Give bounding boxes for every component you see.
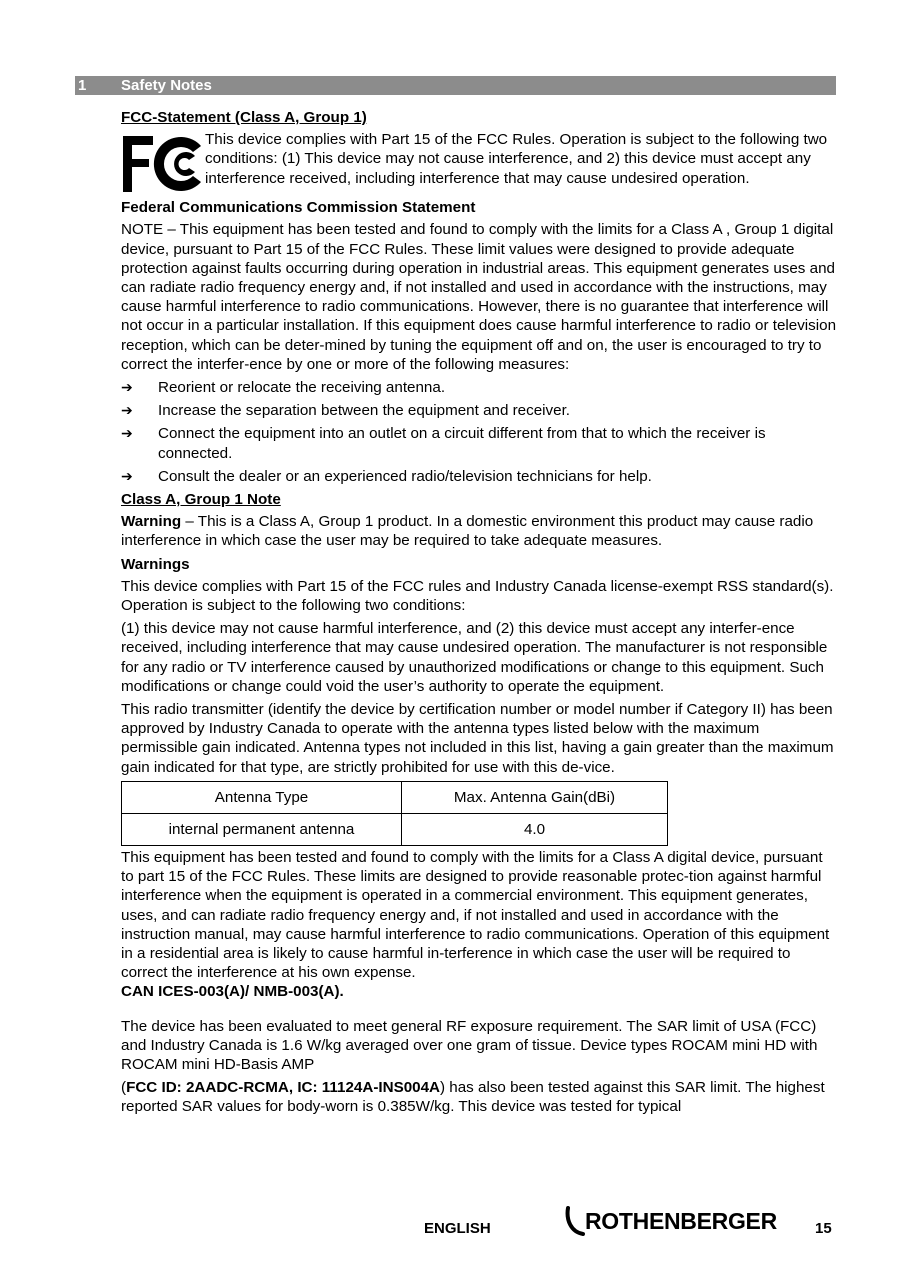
- warning-label: Warning: [121, 513, 182, 531]
- class-note-paragraph: [121, 512, 837, 550]
- footer-language: ENGLISH: [424, 1220, 491, 1237]
- section-title: Safety Notes: [121, 77, 212, 94]
- page-content: [121, 108, 837, 1121]
- arrow-right-icon: ➔: [121, 425, 133, 442]
- compliance-paragraph: This equipment has been tested and found to comply with the limits for a Class A digital device, pursuant to part 15 of the FCC Rules. These limits are designed to provide reasonable protec-tion against harmful interference when the equipment is operated in a commercial environment. This equipment generates, uses, and can radiate radio frequency energy and, if not installed and used in accordance with the instruction manual, may cause harmful interference to radio communications. Operation of this equipment in a residential area is likely to cause harmful in-terference in which case the user will be required to correct the interference at his own expense.: [121, 848, 830, 982]
- warnings-heading: Warnings: [121, 555, 190, 573]
- table-header-cell: Antenna Type: [122, 781, 402, 813]
- warnings-paragraph-1: This device complies with Part 15 of the FCC rules and Industry Canada license-exempt RSS standard(s). Operation is subject to the following two conditions:: [121, 577, 834, 615]
- commission-note: NOTE – This equipment has been tested and found to comply with the limits for a Class A , Group 1 digital device, pursuant to Part 15 of the FCC Rules. These limit values were designed to provide adequate protection against faults occurring during operation in industrial areas. This equipment generates uses and can radiate radio frequency energy and, if not installed and used in accordance with the instructions, may cause harmful interference to radio communications. However, there is no guarantee that interference will not occur in a particular installation. If this equipment does cause harmful interference to radio or television reception, which can be deter-mined by tuning the equipment off and on, the user is encouraged to try to correct the interfer-ence by one or more of the following measures:: [121, 221, 837, 373]
- table-cell: internal permanent antenna: [122, 813, 402, 845]
- sar-paragraph-2: [121, 1078, 837, 1116]
- fcc-statement-heading: FCC-Statement (Class A, Group 1): [121, 109, 367, 126]
- sar-paragraph-2-rest: ) has also been tested against this SAR limit. The highest reported SAR values for body-worn is 0.385W/kg. This device was tested for typical: [121, 1079, 825, 1116]
- arrow-right-icon: ➔: [121, 379, 133, 396]
- section-header-bar: [75, 76, 836, 95]
- arrow-right-icon: ➔: [121, 467, 133, 484]
- can-ices-label: CAN ICES-003(A)/ NMB-003(A).: [121, 983, 344, 1001]
- list-item-text: Reorient or relocate the receiving antenna.: [158, 379, 446, 397]
- sar-paren: (: [121, 1079, 127, 1097]
- fcc-logo-icon: [121, 134, 205, 194]
- rothenberger-logo: [565, 1204, 777, 1238]
- warning-text: – This is a Class A, Group 1 product. In a domestic environment this product may cause radio interference in which case the user may be required to take adequate measures.: [121, 513, 814, 550]
- brand-name: ROTHENBERGER: [585, 1207, 777, 1234]
- fcc-statement-block: [121, 130, 837, 194]
- fcc-ic-ids: FCC ID: 2AADC-RCMA, IC: 11124A-INS004A: [126, 1079, 441, 1097]
- list-item: [121, 467, 837, 486]
- page-number: 15: [815, 1220, 832, 1237]
- warnings-paragraph-3: This radio transmitter (identify the device by certification number or model number if Category II) has been approved by Industry Canada to operate with the antenna types listed below with the maximum permissible gain indicated. Antenna types not included in this list, having a gain greater than the maximum gain indicated for that type, are strictly prohibited for use with this de-vice.: [121, 701, 834, 776]
- class-note-heading: Class A, Group 1 Note: [121, 491, 281, 509]
- sar-paragraph-1: The device has been evaluated to meet general RF exposure requirement. The SAR limit of USA (FCC) and Industry Canada is 1.6 W/kg averaged over one gram of tissue. Device types ROCAM mini HD with ROCAM mini HD-Basis AMP: [121, 1017, 818, 1073]
- list-item: [121, 424, 837, 462]
- table-row: [122, 813, 668, 845]
- logo-swoosh-icon: [565, 1206, 585, 1236]
- arrow-right-icon: ➔: [121, 402, 133, 419]
- list-item: [121, 401, 837, 420]
- list-item-text: Connect the equipment into an outlet on a circuit different from that to which the receiver is connected.: [158, 425, 766, 462]
- list-item-text: Increase the separation between the equipment and receiver.: [158, 402, 571, 420]
- antenna-table: [121, 781, 668, 846]
- list-item: [121, 378, 837, 397]
- section-number: 1: [78, 77, 87, 94]
- warnings-paragraph-2: (1) this device may not cause harmful interference, and (2) this device must accept any interfer-ence received, including interference that may cause undesired operation. The manufacturer is not responsible for any radio or TV interference caused by unauthorized modifications or change to this equipment. Such modifications or change could void the user’s authority to operate the equipment.: [121, 620, 828, 695]
- table-header-cell: Max. Antenna Gain(dBi): [402, 781, 668, 813]
- list-item-text: Consult the dealer or an experienced radio/television technicians for help.: [158, 467, 652, 485]
- fcc-statement-text: This device complies with Part 15 of the FCC Rules. Operation is subject to the following two conditions: (1) This device may not cause interference, and 2) this device must accept any interference received, including interference that may cause undesired operation.: [205, 131, 828, 187]
- commission-heading: Federal Communications Commission Statement: [121, 199, 476, 217]
- table-header-row: [122, 781, 668, 813]
- table-cell: 4.0: [402, 813, 668, 845]
